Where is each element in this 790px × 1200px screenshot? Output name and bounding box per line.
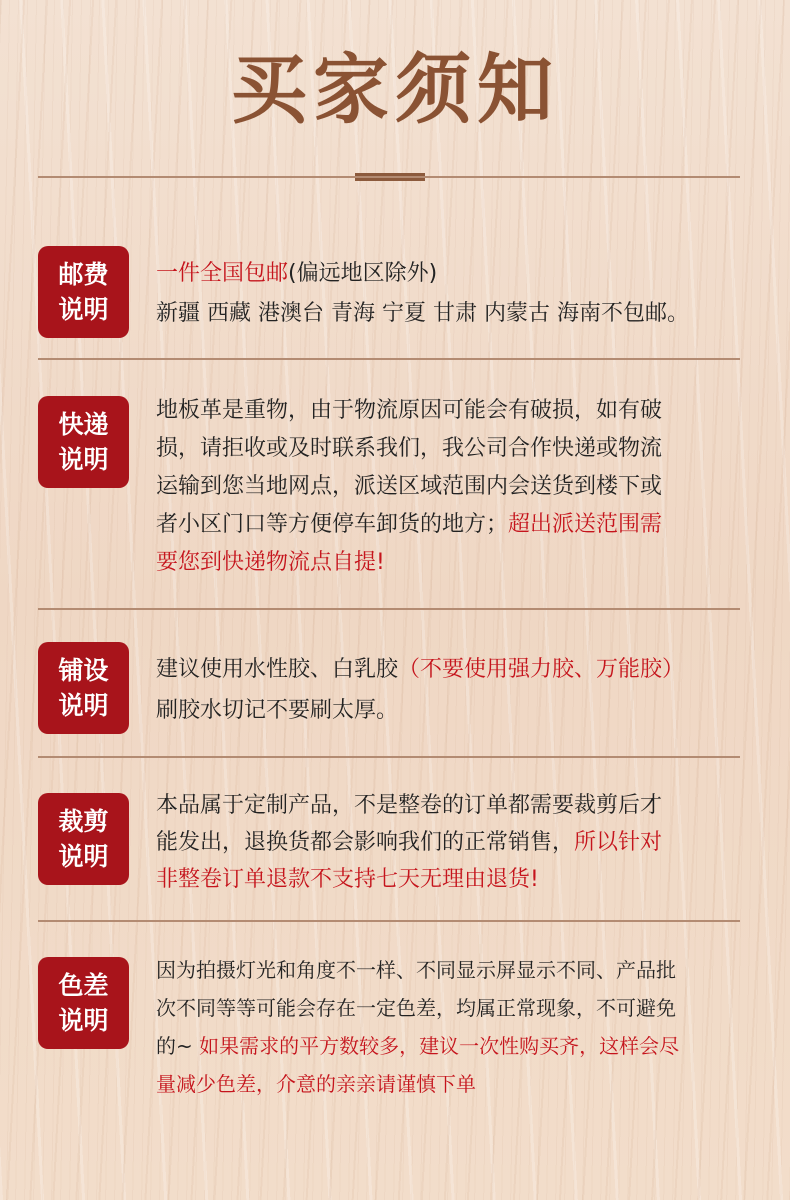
text-line: [156, 430, 756, 468]
text-line: [156, 254, 756, 294]
text-segment: 如果需求的平方数较多，建议一次性购买齐，这样会尽: [199, 1034, 680, 1058]
text-segment: 建议使用水性胶、白乳胶: [156, 657, 399, 682]
text-segment: 损，请拒收或及时联系我们，我公司合作快递或物流: [156, 436, 663, 461]
text-line: [156, 989, 756, 1027]
badge-label: 裁剪: [58, 807, 109, 836]
text-segment: 超出派送范围需: [508, 512, 663, 537]
text-segment: 者小区门口等方便停车卸货的地方；: [156, 512, 509, 537]
installation-text: [156, 649, 756, 731]
badge-label: 说明: [58, 1006, 109, 1035]
badge-label: 说明: [58, 295, 109, 324]
text-line: [156, 1027, 756, 1065]
text-line: [156, 951, 756, 989]
text-segment: 一件全国包邮: [156, 261, 289, 286]
badge-label: 快递: [58, 410, 109, 439]
text-line: [156, 787, 756, 824]
text-segment: 非整卷订单退款不支持七天无理由退货!: [156, 867, 539, 892]
divider: [38, 920, 740, 922]
text-segment: 要您到快递物流点自提!: [156, 550, 385, 575]
page-title: 买家须知: [231, 45, 559, 134]
divider: [38, 176, 740, 178]
text-line: [156, 294, 756, 334]
badge-label: 色差: [58, 971, 109, 1000]
text-line: [156, 1065, 756, 1103]
text-segment: 因为拍摄灯光和角度不一样、不同显示屏显示不同、产品批: [156, 958, 676, 982]
text-line: [156, 392, 756, 430]
badge-label: 说明: [58, 691, 109, 720]
text-segment: 新疆 西藏 港澳台 青海 宁夏 甘肃 内蒙古 海南不包邮。: [156, 301, 689, 326]
badge-label: 说明: [58, 842, 109, 871]
text-segment: 刷胶水切记不要刷太厚。: [156, 698, 399, 723]
text-segment: 所以针对: [574, 830, 663, 855]
badge-shipping-fee: [38, 246, 129, 338]
text-segment: 量减少色差，介意的亲亲请谨慎下单: [156, 1072, 476, 1096]
text-line: [156, 506, 756, 544]
shipping-fee-text: [156, 254, 756, 334]
text-segment: （不要使用强力胶、万能胶）: [398, 657, 685, 682]
text-segment: (偏远地区除外): [288, 261, 438, 286]
text-line: [156, 468, 756, 506]
badge-label: 铺设: [58, 656, 109, 685]
color-difference-text: [156, 951, 756, 1103]
text-segment: 运输到您当地网点，派送区域范围内会送货到楼下或: [156, 474, 663, 499]
text-segment: 地板革是重物，由于物流原因可能会有破损，如有破: [156, 398, 663, 423]
text-segment: 能发出，退换货都会影响我们的正常销售，: [156, 830, 575, 855]
cutting-text: [156, 787, 756, 898]
divider: [38, 358, 740, 360]
text-segment: 次不同等等可能会存在一定色差，均属正常现象，不可避免: [156, 996, 676, 1020]
divider: [38, 608, 740, 610]
divider: [38, 756, 740, 758]
badge-cutting: [38, 793, 129, 885]
badge-label: 说明: [58, 445, 109, 474]
text-segment: 本品属于定制产品，不是整卷的订单都需要裁剪后才: [156, 793, 663, 818]
text-line: [156, 861, 756, 898]
text-line: [156, 544, 756, 582]
badge-color-difference: [38, 957, 129, 1049]
text-segment: 的~: [156, 1034, 200, 1058]
delivery-text: [156, 392, 756, 582]
badge-installation: [38, 642, 129, 734]
badge-label: 邮费: [58, 260, 109, 289]
badge-delivery: [38, 396, 129, 488]
text-line: [156, 690, 756, 731]
text-line: [156, 649, 756, 690]
text-line: [156, 824, 756, 861]
